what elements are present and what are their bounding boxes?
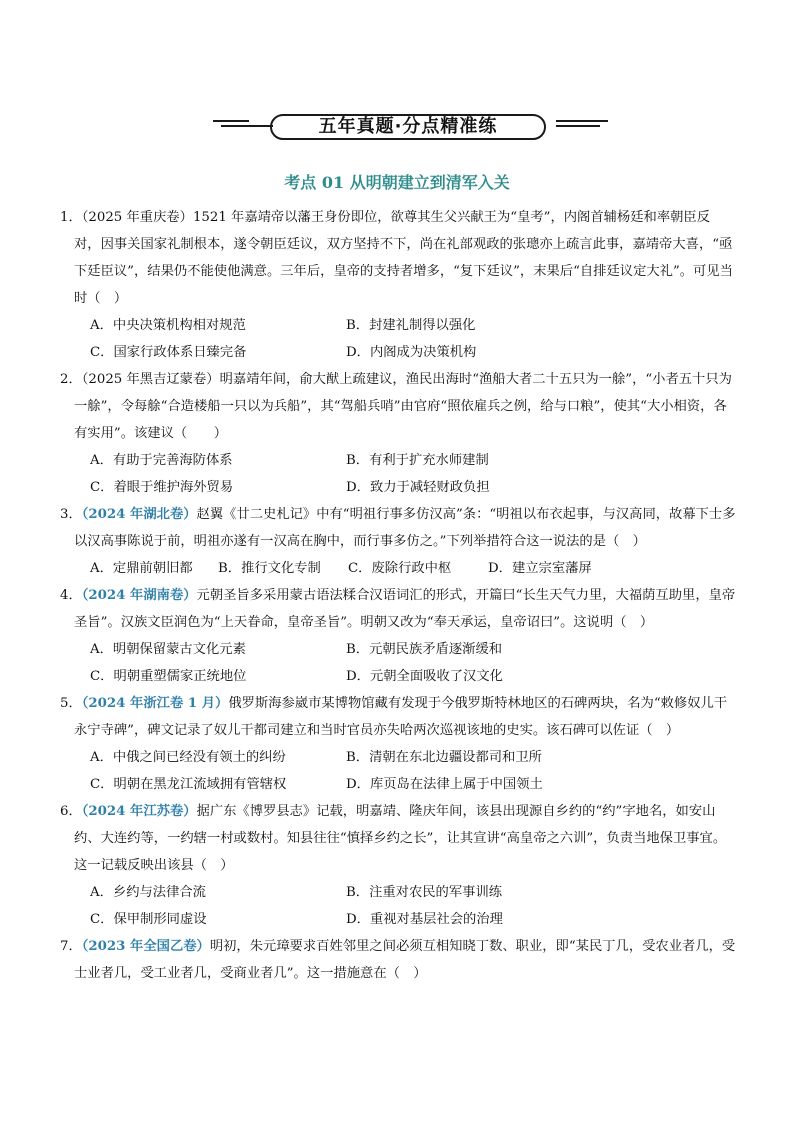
question-stem: 赵翼《廿二史札记》中有“明祖行事多仿汉高”条：“明祖以布衣起事，与汉高同，故幕下士多以汉高事陈说于前，明祖亦遂有一汉高在胸中，而行事多仿之。”下列举措符合这一说法的是（ ） <box>74 507 736 549</box>
option-d[interactable]: D．库页岛在法律上属于中国领土 <box>346 777 543 792</box>
question-source: （2024 年浙江卷 1 月） <box>81 696 229 711</box>
option-a[interactable]: A．有助于完善海防体系 <box>90 453 233 468</box>
option-list <box>60 744 736 798</box>
question-stem: 俄罗斯海参崴市某博物馆藏有发现于今俄罗斯特林地区的石碑两块，名为“敕修奴儿干永宁寺碑”，碑文记录了奴儿干都司建立和当时官员亦失哈两次巡视该地的史实。该石碑可以佐证（ ） <box>74 696 728 738</box>
right-decoration <box>556 120 608 130</box>
option-a[interactable]: A．定鼎前朝旧都 <box>90 561 193 576</box>
option-a[interactable]: A．中俄之间已经没有领土的纠纷 <box>90 750 286 765</box>
option-list <box>60 555 736 582</box>
question-4 <box>60 582 736 690</box>
option-b[interactable]: B．元朝民族矛盾逐渐缓和 <box>346 642 503 657</box>
question-2 <box>60 366 736 501</box>
option-list <box>60 879 736 933</box>
question-source: （2024 年湖北卷） <box>81 507 197 522</box>
question-number: 5． <box>60 696 82 711</box>
option-d[interactable]: D．致力于减轻财政负担 <box>346 480 490 495</box>
question-number: 4． <box>60 588 82 603</box>
option-b[interactable]: B．推行文化专制 <box>218 561 321 576</box>
question-number: 1． <box>60 210 82 225</box>
question-5 <box>60 690 736 798</box>
option-b[interactable]: B．注重对农民的军事训练 <box>346 885 503 900</box>
question-source: （2023 年全国乙卷） <box>81 939 210 954</box>
option-a[interactable]: A．乡约与法律合流 <box>90 885 206 900</box>
question-1 <box>60 204 736 366</box>
option-list <box>60 636 736 690</box>
option-list <box>60 312 736 366</box>
question-3 <box>60 501 736 582</box>
option-d[interactable]: D．元朝全面吸收了汉文化 <box>346 669 503 684</box>
question-7 <box>60 933 736 987</box>
option-a[interactable]: A．中央决策机构相对规范 <box>90 318 246 333</box>
question-stem: 明嘉靖年间，俞大猷上疏建议，渔民出海时“渔船大者二十五只为一艅”，“小者五十只为一艅”，令每艅“合造楼船一只以为兵船”，其“驾船兵哨”由官府“照依雇兵之例，给与口粮”，使其“大小相资，各有实用”。该建议（ ） <box>74 372 732 441</box>
option-c[interactable]: C．保甲制形同虚设 <box>90 912 207 927</box>
left-decoration <box>213 120 273 130</box>
question-source: （2025 年重庆卷） <box>81 210 193 225</box>
option-d[interactable]: D．建立宗室藩屏 <box>488 561 592 576</box>
option-d[interactable]: D．重视对基层社会的治理 <box>346 912 503 927</box>
option-a[interactable]: A．明朝保留蒙古文化元素 <box>90 642 246 657</box>
option-c[interactable]: C．国家行政体系日臻完备 <box>90 345 247 360</box>
question-stem: 元朝圣旨多采用蒙古语法糅合汉语词汇的形式，开篇曰“长生天气力里，大福荫互助里，皇帝圣旨”。汉族文臣润色为“上天眷命，皇帝圣旨”。明朝又改为“奉天承运，皇帝诏曰”。这说明（ ） <box>74 588 736 630</box>
question-stem: 明初，朱元璋要求百姓邻里之间必须互相知晓丁数、职业，即“某民丁几，受农业者几，受士业者几，受工业者几，受商业者几”。这一措施意在（ ） <box>74 939 736 981</box>
option-d[interactable]: D．内阁成为决策机构 <box>346 345 477 360</box>
option-c[interactable]: C．着眼于维护海外贸易 <box>90 480 234 495</box>
question-number: 6． <box>60 804 82 819</box>
question-source: （2024 年江苏卷） <box>81 804 197 819</box>
option-c[interactable]: C．明朝在黑龙江流域拥有管辖权 <box>90 777 287 792</box>
option-b[interactable]: B．有利于扩充水师建制 <box>346 453 489 468</box>
question-list <box>60 204 736 987</box>
page-title: 五年真题·分点精准练 <box>270 114 546 140</box>
question-number: 7． <box>60 939 82 954</box>
question-stem: 据广东《博罗县志》记载，明嘉靖、隆庆年间，该县出现源自乡约的“约”字地名，如安山约、大连约等，一约辖一村或数村。知县往往“慎择乡约之长”，让其宣讲“高皇帝之六训”，负责当地保卫事宜。这一记载反映出该县（ ） <box>74 804 727 873</box>
option-c[interactable]: C．废除行政中枢 <box>348 561 452 576</box>
question-number: 2． <box>60 372 82 387</box>
option-b[interactable]: B．封建礼制得以强化 <box>346 318 476 333</box>
question-number: 3． <box>60 507 82 522</box>
option-c[interactable]: C．明朝重塑儒家正统地位 <box>90 669 247 684</box>
section-title: 考点 01 从明朝建立到清军入关 <box>284 173 510 192</box>
question-source: （2024 年湖南卷） <box>81 588 197 603</box>
question-source: （2025 年黑吉辽蒙卷） <box>81 372 220 387</box>
option-b[interactable]: B．清朝在东北边疆设都司和卫所 <box>346 750 542 765</box>
question-6 <box>60 798 736 933</box>
question-stem: 1521 年嘉靖帝以藩王身份即位，欲尊其生父兴献王为“皇考”，内阁首辅杨廷和率朝臣反对，因事关国家礼制根本，遂令朝臣廷议，双方坚持不下，尚在礼部观政的张璁亦上疏言此事，嘉靖帝大喜，“亟下廷臣议”，结果仍不能使他满意。三年后，皇帝的支持者增多，“复下廷议”，末果后“自排廷议定大礼”。可见当时（ ） <box>74 210 733 306</box>
option-list <box>60 447 736 501</box>
